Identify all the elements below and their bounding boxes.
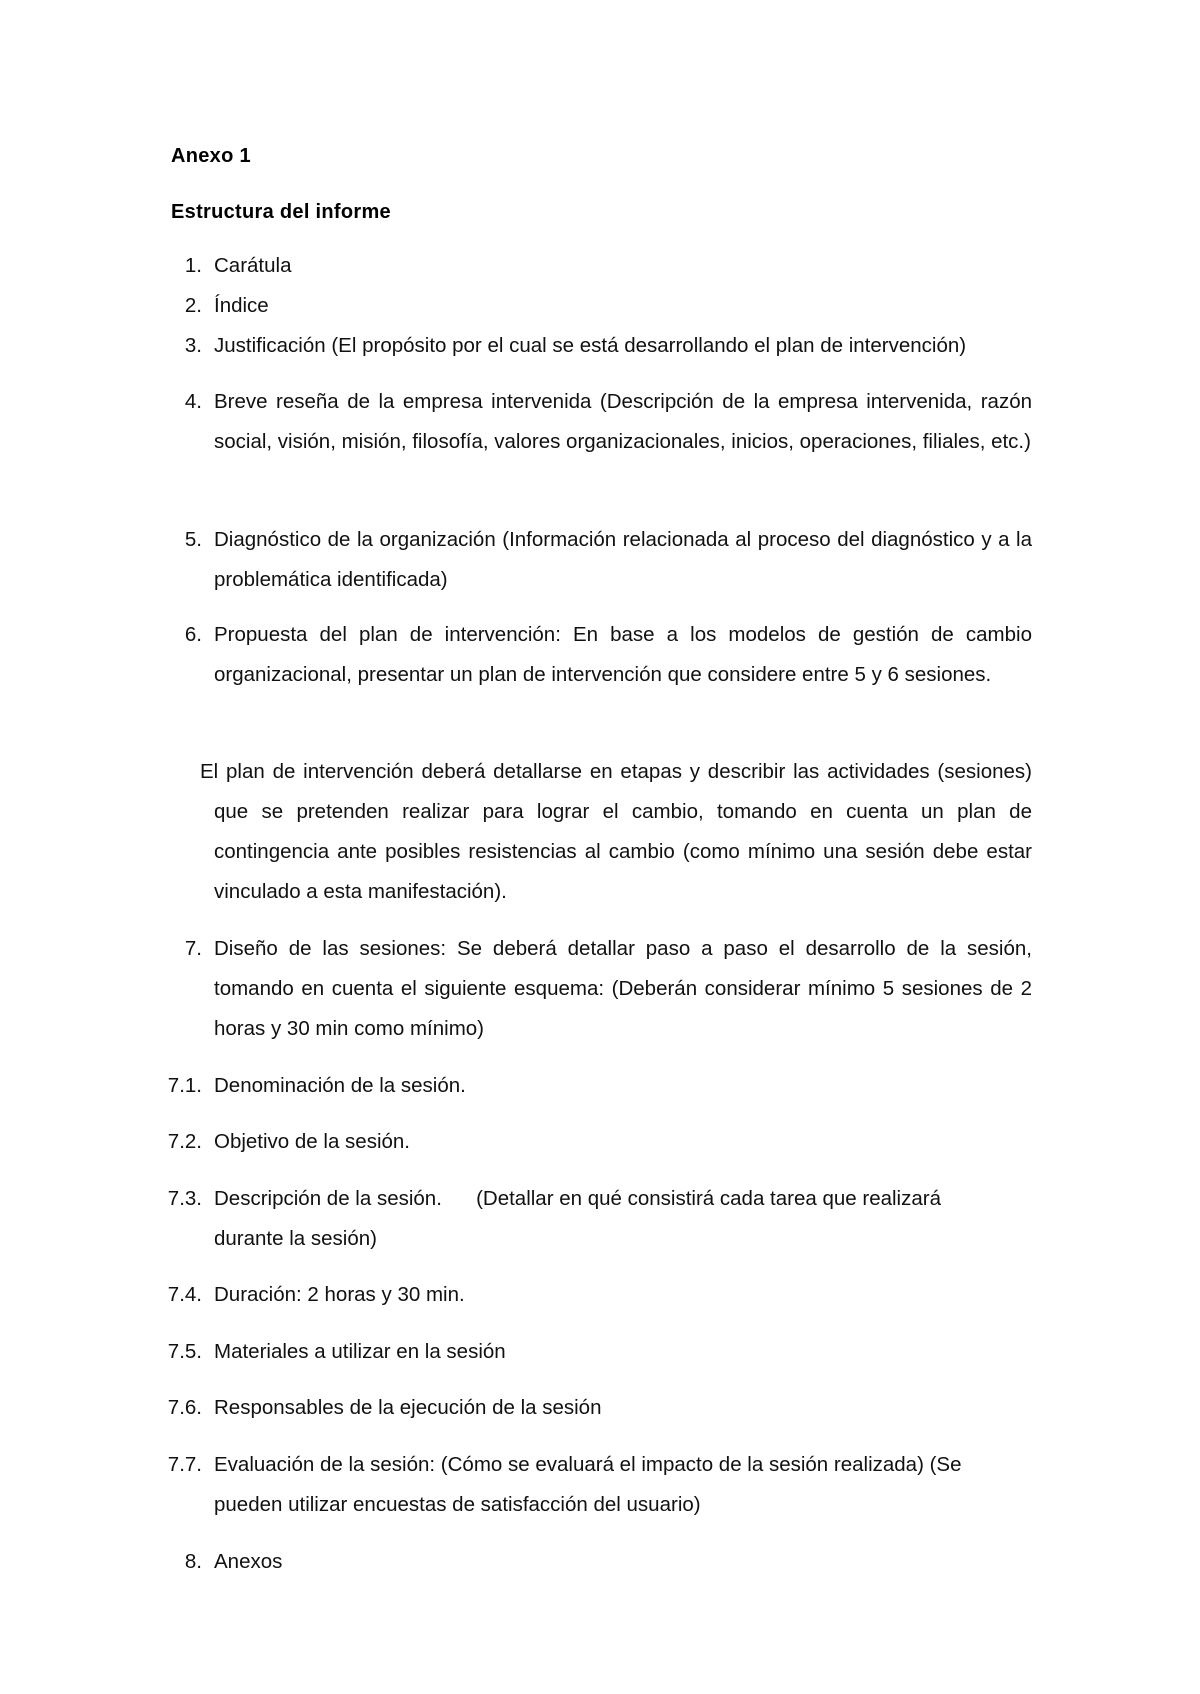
list-item (0, 520, 1200, 600)
sub-list-item-text: Evaluación de la sesión: (Cómo se evaluará el impacto de la sesión realizada) (Se pueden utilizar encuestas de satisfacción del usuario) (214, 1453, 962, 1516)
list-item-number: 2. (184, 294, 202, 317)
sub-list-item (0, 1179, 1200, 1259)
list-item (0, 286, 1200, 326)
list-item (0, 1542, 1200, 1582)
list-item-text: Breve reseña de la empresa intervenida (Descripción de la empresa intervenida, razón social, visión, misión, filosofía, valores organizacionales, inicios, operaciones, filiales, etc.) (214, 390, 1032, 453)
sub-list-item-number: 7.7. (167, 1453, 202, 1476)
list-item-number: 7. (184, 937, 202, 960)
sub-list-item (0, 1122, 1200, 1162)
sub-list-item (0, 1332, 1200, 1372)
sub-list-item-number: 7.1. (167, 1074, 202, 1097)
sub-list-item (0, 1275, 1200, 1315)
list-item (0, 246, 1200, 286)
sub-list-item (0, 1388, 1200, 1428)
sub-list-item (0, 1445, 1200, 1525)
plan-paragraph (200, 752, 1032, 912)
list-item-text: Justificación (El propósito por el cual se está desarrollando el plan de intervención) (214, 334, 967, 357)
list-item-text: Carátula (214, 254, 292, 277)
list-item-number: 3. (184, 334, 202, 357)
sub-list-item-number: 7.4. (167, 1283, 202, 1306)
list-item-text: Índice (214, 294, 269, 317)
sub-list-item (0, 1066, 1200, 1106)
sub-list-item-text: Descripción de la sesión. (Detallar en qué consistirá cada tarea que realizará durante la sesión) (214, 1187, 947, 1250)
list-item-number: 4. (184, 390, 202, 413)
list-item (0, 615, 1200, 735)
annex-heading: Anexo 1 (171, 145, 251, 167)
list-item (0, 382, 1200, 502)
list-item-number: 8. (184, 1550, 202, 1573)
sub-list-item-number: 7.3. (167, 1187, 202, 1210)
list-item-number: 5. (184, 528, 202, 551)
list-item-number: 1. (184, 254, 202, 277)
sub-list-item-number: 7.6. (167, 1396, 202, 1419)
sub-list-item-text: Responsables de la ejecución de la sesión (214, 1396, 602, 1419)
list-item-number: 6. (184, 623, 202, 646)
list-item-text: Diseño de las sesiones: Se deberá detallar paso a paso el desarrollo de la sesión, tomando en cuenta el siguiente esquema: (Deberán considerar mínimo 5 sesiones de 2 horas y 30 min como mínimo) (214, 937, 1032, 1040)
list-item-text: Diagnóstico de la organización (Información relacionada al proceso del diagnóstico y a la problemática identificada) (214, 528, 1032, 591)
sub-list-item-number: 7.2. (167, 1130, 202, 1153)
structure-heading: Estructura del informe (171, 201, 391, 223)
list-item (0, 929, 1200, 1049)
sub-list-item-text: Objetivo de la sesión. (214, 1130, 411, 1153)
plan-paragraph-text: El plan de intervención deberá detallarse en etapas y describir las actividades (sesiones) que se pretenden realizar para lograr el cambio, tomando en cuenta un plan de contingencia ante posibles resistencias al cambio (como mínimo una sesión debe estar vinculado a esta manifestación). (200, 760, 1032, 903)
list-item-text: Anexos (214, 1550, 283, 1573)
list-item (0, 326, 1200, 366)
sub-list-item-number: 7.5. (167, 1340, 202, 1363)
sub-list-item-text: Denominación de la sesión. (214, 1074, 466, 1097)
list-item-text: Propuesta del plan de intervención: En base a los modelos de gestión de cambio organizacional, presentar un plan de intervención que considere entre 5 y 6 sesiones. (214, 623, 1032, 686)
sub-list-item-text: Materiales a utilizar en la sesión (214, 1340, 506, 1363)
sub-list-item-text: Duración: 2 horas y 30 min. (214, 1283, 465, 1306)
